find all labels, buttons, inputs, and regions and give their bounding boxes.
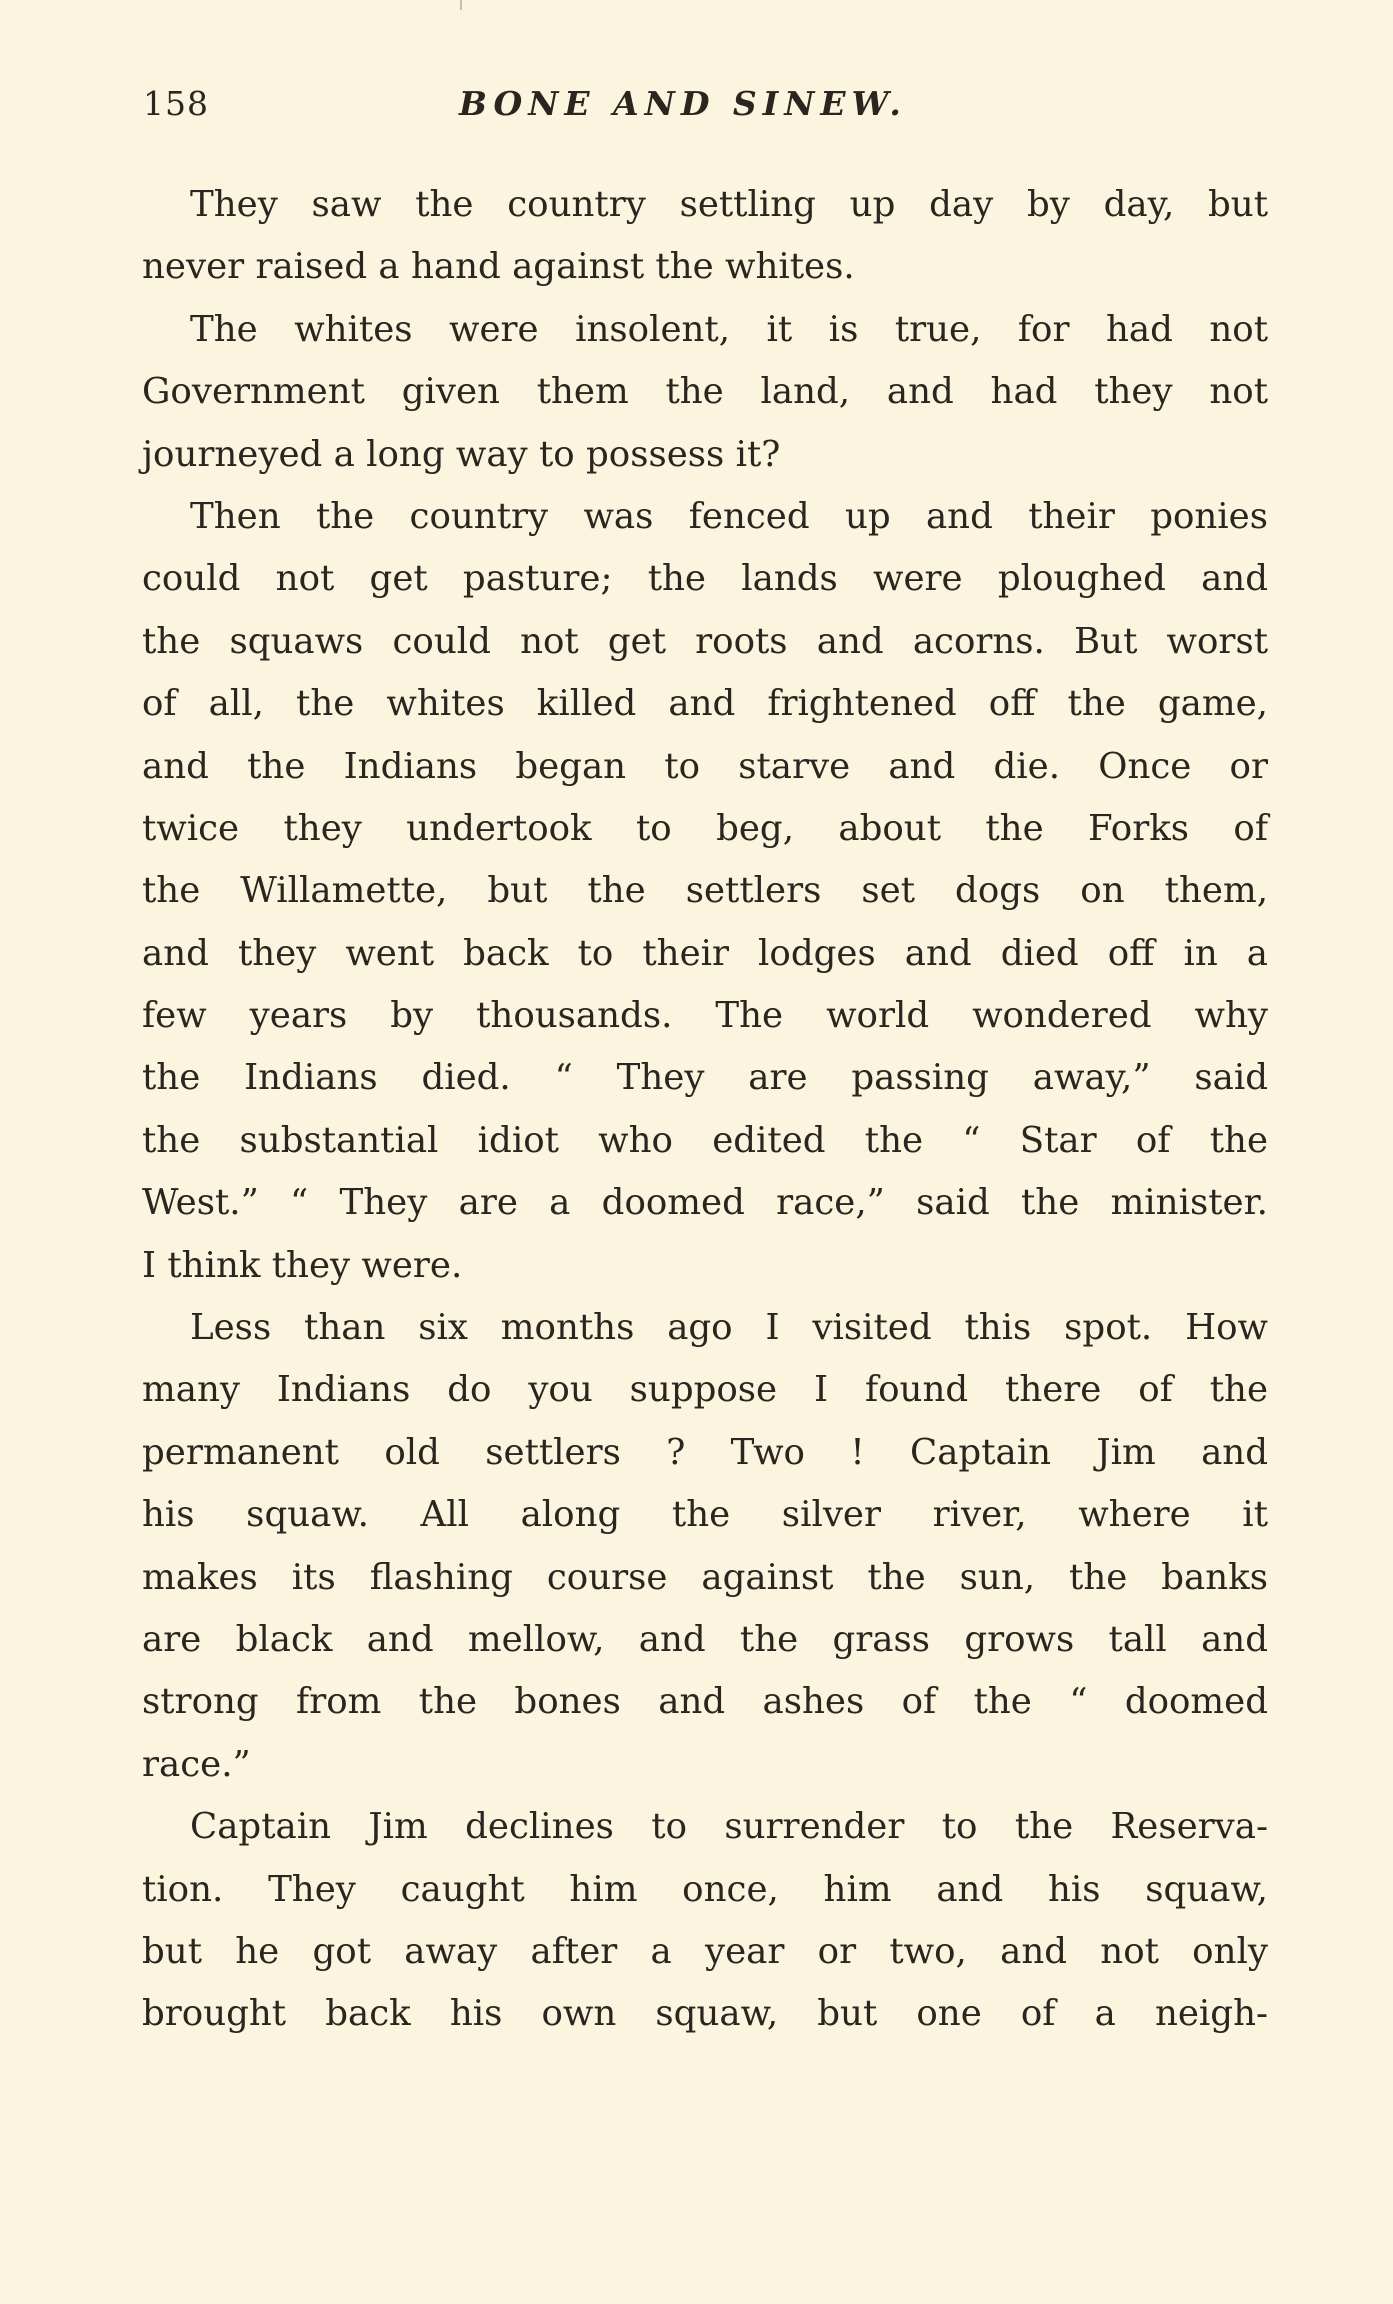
text-line: Then the country was fenced up and their ponies bbox=[190, 495, 1268, 537]
body-text bbox=[142, 174, 1268, 2046]
text-line: the Willamette, but the settlers set dogs on them, bbox=[142, 870, 1268, 912]
text-line: his squaw. All along the silver river, where it bbox=[142, 1494, 1268, 1536]
text-line: the substantial idiot who edited the “ Star of the bbox=[142, 1119, 1268, 1161]
text-line: and they went back to their lodges and died off in a bbox=[142, 932, 1268, 974]
paragraph bbox=[142, 299, 1268, 486]
text-line: few years by thousands. The world wondered why bbox=[142, 995, 1268, 1037]
text-line: permanent old settlers ? Two ! Captain Jim and bbox=[142, 1431, 1268, 1473]
page-number: 158 bbox=[143, 84, 209, 123]
text-line: never raised a hand against the whites. bbox=[142, 246, 855, 288]
text-line: Less than six months ago I visited this spot. How bbox=[190, 1307, 1268, 1349]
text-line: strong from the bones and ashes of the “ doomed bbox=[142, 1681, 1268, 1723]
text-line: Captain Jim declines to surrender to the Reserva- bbox=[190, 1806, 1268, 1848]
text-line: twice they undertook to beg, about the Forks of bbox=[142, 807, 1268, 849]
text-line: They saw the country settling up day by day, but bbox=[190, 184, 1268, 225]
paragraph bbox=[142, 1796, 1268, 2046]
text-line: and the Indians began to starve and die. Once or bbox=[142, 745, 1268, 787]
running-title: BONE AND SINEW. bbox=[459, 84, 907, 123]
paragraph bbox=[142, 174, 1268, 299]
text-line: are black and mellow, and the grass grows tall and bbox=[142, 1618, 1268, 1660]
text-line: I think they were. bbox=[142, 1244, 463, 1286]
page-header bbox=[143, 84, 1268, 134]
text-line: the Indians died. “ They are passing away,” said bbox=[142, 1057, 1268, 1099]
text-line: brought back his own squaw, but one of a neigh- bbox=[142, 1993, 1268, 2035]
text-line: makes its flashing course against the sun, the banks bbox=[142, 1556, 1268, 1598]
text-line: tion. They caught him once, him and his squaw, bbox=[142, 1868, 1268, 1910]
text-line: race.” bbox=[142, 1743, 251, 1785]
paragraph bbox=[142, 486, 1268, 1297]
text-line: the squaws could not get roots and acorns. But worst bbox=[142, 620, 1268, 662]
text-line: but he got away after a year or two, and not only bbox=[142, 1930, 1268, 1972]
text-line: The whites were insolent, it is true, for had not bbox=[190, 308, 1268, 350]
text-line: could not get pasture; the lands were ploughed and bbox=[142, 558, 1268, 600]
paragraph bbox=[142, 1297, 1268, 1796]
text-line: Government given them the land, and had they not bbox=[142, 371, 1268, 413]
text-line: journeyed a long way to possess it? bbox=[142, 433, 781, 475]
text-line: of all, the whites killed and frightened off the game, bbox=[142, 683, 1268, 725]
text-line: many Indians do you suppose I found there of the bbox=[142, 1369, 1268, 1411]
page-edge-mark bbox=[460, 0, 462, 10]
text-line: West.” “ They are a doomed race,” said the minister. bbox=[142, 1182, 1268, 1224]
